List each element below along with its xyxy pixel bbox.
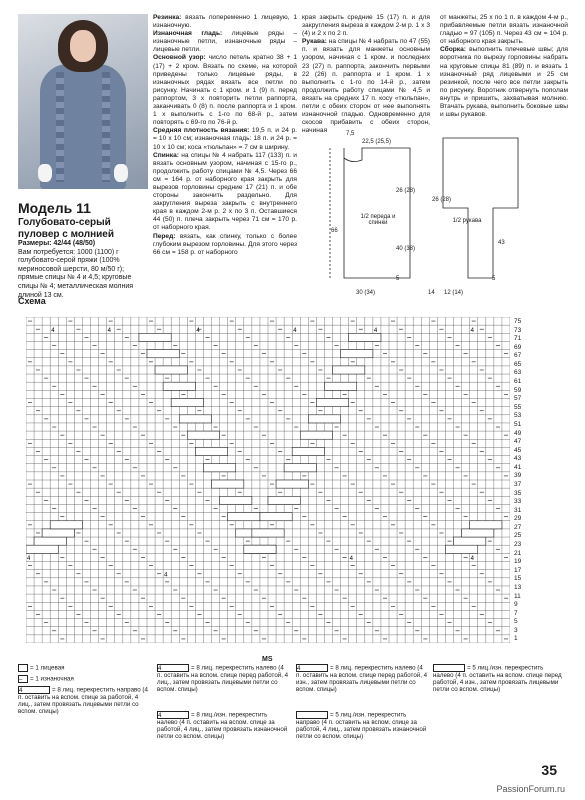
- cable-cross-symbol: [462, 529, 494, 537]
- knitting-chart: [26, 317, 510, 648]
- paragraph-heading: Сборка:: [440, 46, 466, 54]
- sleeve-label: 1/2 рукава: [452, 218, 482, 224]
- chart-title: Схема: [18, 296, 46, 306]
- instruction-paragraph: [440, 46, 568, 119]
- legend-symbol: 4: [296, 664, 328, 672]
- paragraph-heading: Основной узор:: [153, 54, 206, 62]
- row-number: 19: [514, 558, 522, 566]
- row-number: 25: [514, 532, 522, 540]
- cable-cross-symbol: [260, 513, 292, 521]
- legend-text: = 8 лиц. перекрестить направо (4 п. оставить на вспом. спице за работой, 4 лиц., затем провязать лицевыми петли со вспом. спицы): [18, 686, 148, 716]
- legend-item: [157, 664, 289, 694]
- sizes-line: Размеры: 42/44 (48/50): [18, 240, 96, 247]
- face-shape: [70, 30, 96, 62]
- dim-label: 5: [492, 276, 496, 282]
- paragraph-heading: Спинка:: [153, 151, 179, 159]
- legend-text: = 8 лиц./изн. перекрестить налево (4 п. оставить на вспом. спице за работой, 4 лиц., затем провязать изнаночной петли со вспом. спицы): [157, 711, 288, 741]
- cable-cross-symbol: [139, 333, 171, 341]
- glove-left: [38, 164, 52, 182]
- row-number: 59: [514, 386, 522, 394]
- row-number: 7: [514, 609, 518, 617]
- cable-cross-symbol: [147, 350, 179, 358]
- paragraph-heading: Рукава:: [302, 38, 327, 46]
- row-number: 55: [514, 403, 522, 411]
- sleeve-outline: [443, 138, 518, 278]
- row-number: 57: [514, 395, 522, 403]
- instruction-paragraph: [153, 152, 297, 233]
- legend-symbol: [296, 711, 328, 719]
- paragraph-text: выполнить плечевые швы; для воротника по вырезу горловины набрать на круговые спицы 81 (89) п. и вязать 1 изнаночный ряд лицевыми и 25 см резинкой, после чего все петли закрыть по рисунку. Воротник отвернуть пополам внутрь и пришить, захватывая молнию. Втачать рукава, выполнить боковые швы и швы рукавов.: [440, 46, 568, 119]
- row-number: 43: [514, 455, 522, 463]
- row-number: 1: [514, 635, 518, 643]
- cable-count-label: 4: [164, 572, 168, 579]
- row-number: 39: [514, 472, 522, 480]
- instruction-paragraph: [440, 14, 568, 46]
- row-number: 9: [514, 601, 518, 609]
- row-number: 63: [514, 369, 522, 377]
- cable-cross-symbol: [179, 415, 211, 423]
- cable-cross-symbol: [333, 366, 365, 374]
- row-number: 75: [514, 318, 522, 325]
- cable-cross-symbol: [42, 529, 74, 537]
- legend-symbol: [18, 664, 28, 672]
- legend-symbol: –: [18, 675, 28, 683]
- paragraph-text: лицевые ряды – изнаночные петли, изнаночные ряды – лицевые петли.: [153, 30, 297, 54]
- instructions-column-3: [440, 14, 568, 119]
- cable-cross-symbol: [445, 545, 477, 553]
- cable-cross-symbol: [470, 521, 502, 529]
- dim-label: 5: [396, 276, 400, 282]
- cable-count-label: 4: [373, 327, 378, 334]
- legend-text: = 1 изнаночная: [30, 675, 74, 683]
- dim-label: 40 (38): [396, 246, 416, 252]
- legend-symbol: 4: [157, 664, 189, 672]
- paragraph-text: 19,5 п. и 24 р. = 10 х 10 см; изнаночная гладь: 18 п. и 24 р. = 10 х 10 см; коса «тюльпан» = 7 см в ширину.: [153, 127, 297, 151]
- cable-cross-symbol: [341, 350, 373, 358]
- cable-count-label: 4: [196, 327, 200, 334]
- row-number: 49: [514, 429, 522, 437]
- grid-lines: [26, 317, 510, 643]
- row-number: 69: [514, 343, 522, 351]
- row-number: 5: [514, 618, 518, 626]
- cable-cross-symbol: [284, 464, 316, 472]
- cable-cross-symbol: [155, 366, 187, 374]
- cable-cross-symbol: [212, 480, 244, 488]
- materials-line: Вам потребуется: 1000 (1100) г голубовато-серой пряжи (100% мериносовой шерсти, 80 м/50 г); прямые спицы № 4 и 4,5; круговые спицы № 4; металлическая молния длиной 13 см.: [18, 248, 134, 299]
- row-number: 71: [514, 335, 522, 343]
- cable-cross-symbol: [300, 431, 332, 439]
- row-number: 17: [514, 566, 522, 574]
- garment-schematic: [300, 128, 580, 298]
- legend-text: = 8 лиц. перекрестить налево (4 п. оставить на вспом. спице перед работой, 4 изн., затем провязать лицевыми петли со вспом. спицы): [296, 664, 428, 694]
- legend-item: [157, 711, 289, 741]
- cable-cross-symbol: [187, 431, 219, 439]
- row-number: 29: [514, 515, 522, 523]
- row-number: 15: [514, 575, 522, 583]
- paragraph-text: на спицы № 4 набрать по 47 (55) п. и вязать для манжеты основным узором, начиная с 1 кром. и последних 23 (27) п. раппорта, закончить первыми 22 (26) п. раппорта и 1 кром. 1 х выполнить с 1-го по 14-й р., затем продолжить работу спицами № 4,5 и вязать на средних 17 п. косу «тюльпан», петли с обеих сторон от нее выполнять изнаночной гладью. Одновременно для скосов прибавить с обеих сторон, начиная: [302, 38, 430, 135]
- legend-symbol: 4: [18, 686, 50, 694]
- glove-right: [114, 164, 128, 182]
- page-number: 35: [541, 762, 557, 778]
- instructions-column-1: [153, 14, 297, 257]
- dim-label: 7,5: [346, 131, 355, 137]
- row-number: 73: [514, 326, 522, 334]
- row-number: 67: [514, 352, 522, 360]
- watermark: PassionForum.ru: [496, 784, 565, 794]
- dim-label: 26 (28): [396, 188, 416, 194]
- paragraph-heading: Изнаночная гладь:: [153, 30, 223, 38]
- row-number: 3: [514, 626, 518, 634]
- row-number: 35: [514, 489, 522, 497]
- cable-cross-symbol: [195, 447, 227, 455]
- cable-cross-symbol: [252, 529, 284, 537]
- chart-grid: [26, 317, 510, 643]
- cable-cross-symbol: [228, 513, 260, 521]
- row-number: 45: [514, 446, 522, 454]
- cable-cross-symbol: [349, 333, 381, 341]
- instruction-paragraph: [153, 30, 297, 54]
- dim-label: 12 (14): [444, 290, 464, 296]
- legend-item: [296, 664, 428, 694]
- cable-count-label: 4: [51, 327, 55, 334]
- cable-cross-symbol: [324, 382, 356, 390]
- paragraph-text: края закрыть средние 15 (17) п. и для закругления выреза в каждом 2-м р. 1 х 3 (4) и 2 х по 2 п.: [302, 14, 430, 38]
- legend-item: [296, 711, 428, 741]
- cable-cross-symbol: [316, 399, 348, 407]
- dim-label: 66: [331, 228, 338, 234]
- dim-label: 43: [498, 240, 505, 246]
- row-number: 53: [514, 412, 522, 420]
- front-back-label: 1/2 переда и спинки: [360, 214, 396, 226]
- row-number: 23: [514, 541, 522, 549]
- legend-item: [18, 686, 150, 716]
- instruction-paragraph: [153, 127, 297, 151]
- row-number: 27: [514, 523, 522, 531]
- materials-block: [18, 240, 150, 300]
- row-number: 47: [514, 438, 522, 446]
- row-number: 13: [514, 583, 522, 591]
- cable-count-label: 4: [107, 327, 112, 334]
- cable-cross-symbol: [26, 545, 58, 553]
- paragraph-text: вязать попеременно 1 лицевую, 1 изнаночную.: [153, 14, 297, 30]
- instruction-paragraph: [153, 54, 297, 127]
- cable-cross-symbol: [203, 464, 235, 472]
- row-number: 11: [514, 592, 521, 600]
- instruction-paragraph: [153, 14, 297, 30]
- paragraph-heading: Средняя плотность вязания:: [153, 127, 250, 135]
- legend-symbol: 4: [157, 711, 189, 719]
- dim-label: 14: [428, 290, 435, 296]
- dim-label: 26 (28): [432, 197, 452, 203]
- legend-item: [18, 675, 150, 683]
- cable-count-label: 4: [27, 556, 31, 562]
- cable-cross-symbol: [268, 496, 300, 504]
- cable-count-label: 4: [470, 556, 475, 562]
- cable-count-label: 4: [349, 556, 354, 562]
- paragraph-text: от манжеты, 25 х по 1 п. в каждом 4-м р., прибавляемые петли вязать изнаночной гладью = 97 (105) п. Через 43 см = 104 р. от наборного края закрыть.: [440, 14, 568, 46]
- cable-cross-symbol: [292, 447, 324, 455]
- cable-cross-symbol: [308, 415, 340, 423]
- cable-cross-symbol: [276, 480, 308, 488]
- cable-cross-symbol: [163, 382, 195, 390]
- cable-cross-symbol: [454, 537, 486, 545]
- legend-symbol: [433, 664, 465, 672]
- paragraph-heading: Резинка:: [153, 14, 182, 21]
- cable-cross-symbol: [171, 399, 203, 407]
- paragraph-text: на спицы № 4 набрать 117 (133) п. и вязать основным узором, начиная с 15-го р., продолжить работу спицами № 4,5. Через 66 см = 164 р. от наборного края закрыть для вырезов горловины средние 17 (21) п. и обе стороны закончить раздельно. Для закругления выреза закрыть с внутреннего края в каждом 2-м р. 2 х по 3 п. Оставшиеся 44 (50) п. плеча закрыть через 71 см = 170 р. от наборного края.: [153, 151, 297, 232]
- model-subtitle: Голубовато-серый пуловер с молнией: [18, 217, 114, 240]
- model-photo: [18, 14, 148, 189]
- dim-label: 22,5 (25,5): [362, 139, 392, 145]
- row-number: 65: [514, 360, 522, 368]
- cable-count-label: 4: [470, 327, 475, 334]
- cable-cross-symbol: [220, 496, 252, 504]
- instruction-paragraph: [302, 38, 430, 135]
- legend-item: [433, 664, 565, 694]
- legend-item: [18, 664, 150, 672]
- paragraph-text: вязать, как спинку, только с более глубоким вырезом горловины. Для этого через 66 см = 158 р. от наборного: [153, 232, 297, 256]
- row-number: 41: [514, 463, 522, 471]
- row-number: 61: [514, 378, 522, 386]
- row-number: 21: [514, 549, 522, 557]
- dim-label: 30 (34): [356, 290, 376, 296]
- model-title: Модель 11: [18, 200, 91, 216]
- chart-center-label: MS: [262, 656, 273, 663]
- row-number: 51: [514, 420, 522, 428]
- front-back-outline: [344, 148, 410, 278]
- row-number: 37: [514, 481, 522, 488]
- cable-stripe: [102, 72, 110, 182]
- legend-text: = 5 лиц./изн. перекрестить налево (4 п. оставить на вспом. спице перед работой, 4 изн., затем провязать лицевыми петли со вспом. спицы): [433, 664, 562, 694]
- cable-count-label: 4: [293, 327, 297, 334]
- cable-cross-symbol: [50, 521, 82, 529]
- row-number: 31: [514, 506, 522, 514]
- instruction-paragraph: [302, 14, 430, 38]
- cable-cross-symbol: [34, 537, 66, 545]
- paragraph-text: число петель кратно 38 + 1 (17) + 2 кром. Вязать по схеме, на которой приведены только лицевые ряды, в изнаночных рядах вязать все петли по рисунку. Начинать с 1 кром. и 1 (9) п. перед раппортом, 3 х повторить петли раппорта, заканчивать 0 (8) п. после раппорта и 1 кром. 1 х выполнить с 1-го по 68-й р., затем повторять с 69-го по 76-й р.: [153, 54, 297, 127]
- paragraph-heading: Перед:: [153, 232, 176, 240]
- cable-cross-symbol: [244, 545, 276, 553]
- legend-text: = 8 лиц. перекрестить налево (4 п. оставить на вспом. спице перед работой, 4 лиц., затем провязать лицевыми петли со вспом. спицы): [157, 664, 289, 694]
- instructions-column-2: [302, 14, 430, 135]
- row-number: 33: [514, 498, 522, 506]
- instruction-paragraph: [153, 233, 297, 257]
- cable-stripe: [56, 72, 64, 182]
- legend-text: = 1 лицевая: [30, 664, 65, 672]
- legend-text: = 5 лиц./изн. перекрестить направо (4 п. оставить на вспом. спице за работой, 4 лиц., затем провязать изнаночной петли со вспом. спицы): [296, 711, 427, 741]
